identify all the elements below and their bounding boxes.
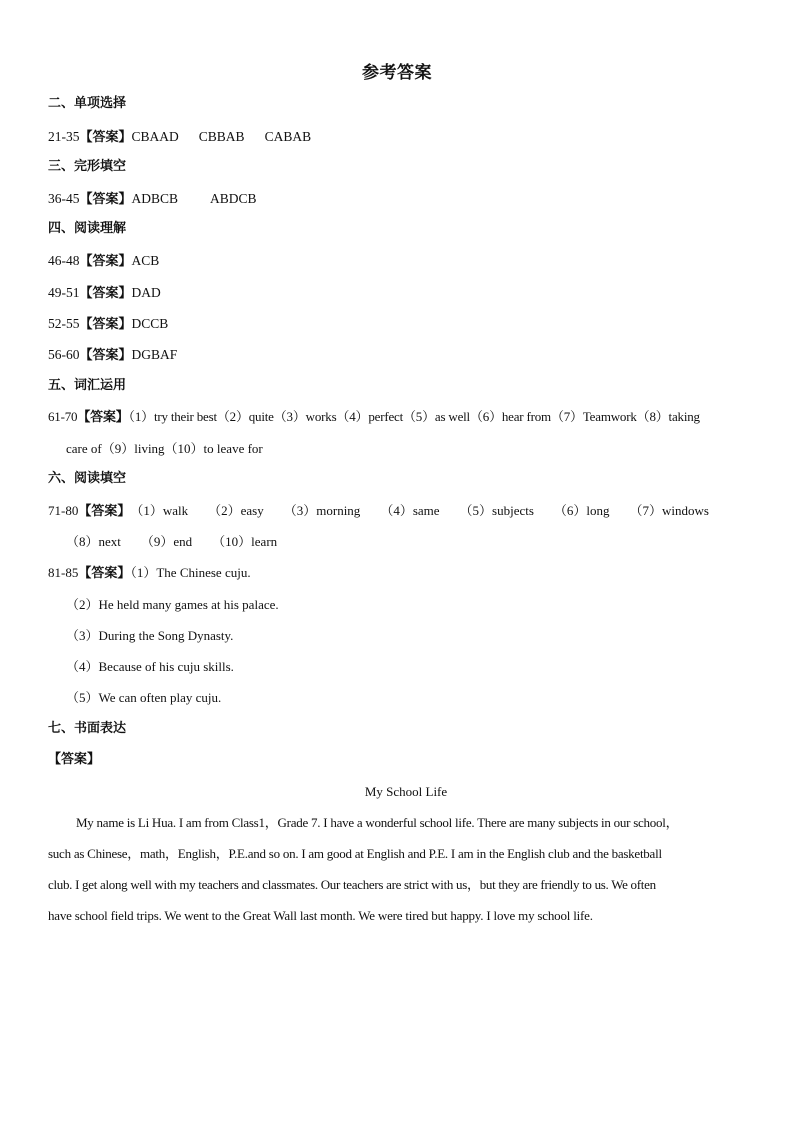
answer-value: DCCB (131, 316, 169, 331)
answer-tag: 【答案】 (78, 504, 131, 519)
answer-81-85-item-3: （3）During the Song Dynasty. (66, 628, 234, 643)
answer-81-85-item-5: （5）We can often play cuju. (66, 690, 222, 705)
section-heading-reading: 四、阅读理解 (48, 221, 127, 236)
essay-line: have school field trips. We went to the Great Wall last month. We were tired but happy. I love my school life. (48, 908, 593, 923)
answer-tag: 【答案】 (77, 410, 129, 425)
answer-81-85-item-4: （4）Because of his cuju skills. (66, 659, 234, 674)
section-heading-reading-fill: 六、阅读填空 (48, 471, 127, 486)
answer-group: CABAB (264, 129, 312, 144)
question-range: 71-80 (48, 503, 79, 518)
answer-row-52-55 (48, 314, 168, 335)
answer-item: （8）next (66, 534, 121, 549)
section-heading-cloze: 三、完形填空 (48, 159, 127, 174)
section-heading-vocabulary: 五、词汇运用 (48, 378, 127, 393)
answer-row-49-51 (48, 283, 161, 304)
page-title: 参考答案 (362, 63, 432, 83)
answer-item: （4）same (380, 503, 440, 518)
question-range: 36-45 (48, 191, 80, 206)
answer-value: ACB (131, 253, 160, 268)
section-heading-writing: 七、书面表达 (48, 721, 127, 736)
answer-tag: 【答案】 (79, 192, 132, 207)
answer-row-61-70-continued: care of（9）living（10）to leave for (66, 441, 263, 456)
answer-value: DGBAF (131, 347, 178, 362)
answer-row-56-60 (48, 345, 177, 366)
answer-row-21-35 (48, 127, 311, 148)
answer-item: （10）learn (212, 534, 278, 549)
answer-tag: 【答案】 (79, 130, 132, 145)
answer-value: （1）The Chinese cuju. (130, 565, 251, 580)
answer-group: CBBAB (198, 129, 245, 144)
answer-item: （1）walk (130, 503, 189, 518)
essay-line: club. I get along well with my teachers and classmates. Our teachers are strict with us，but they are friendly to us. We often (48, 877, 656, 892)
answer-row-61-70 (48, 407, 700, 428)
answer-row-36-45 (48, 189, 257, 210)
answer-tag: 【答案】 (79, 286, 132, 301)
answer-tag: 【答案】 (78, 566, 131, 581)
answer-item: （3）morning (283, 503, 361, 518)
answer-tag: 【答案】 (79, 254, 132, 269)
answer-item: （6）long (553, 503, 610, 518)
question-range: 49-51 (48, 285, 80, 300)
answer-value: DAD (131, 285, 161, 300)
answer-row-71-80 (48, 501, 709, 522)
answer-value: （1）try their best（2）quite（3）works（4）perfect（5）as well（6）hear from（7）Teamwork（8）taking (128, 409, 700, 424)
essay-line: My name is Li Hua. I am from Class1，Grade 7. I have a wonderful school life. There are many subjects in our school， (76, 815, 679, 830)
question-range: 52-55 (48, 316, 80, 331)
section-heading-single-choice: 二、单项选择 (48, 96, 127, 111)
essay-answer-tag: 【答案】 (48, 752, 101, 767)
answer-group: ADBCB (131, 191, 179, 206)
question-range: 61-70 (48, 409, 78, 424)
answer-group: CBAAD (131, 129, 179, 144)
essay-line: such as Chinese，math，English，P.E.and so on. I am good at English and P.E. I am in the English club and the basketball (48, 846, 662, 861)
question-range: 81-85 (48, 565, 79, 580)
answer-tag: 【答案】 (79, 348, 132, 363)
answer-item: （7）windows (629, 503, 709, 518)
answer-tag: 【答案】 (79, 317, 132, 332)
answer-row-81-85 (48, 563, 251, 584)
answer-item: （5）subjects (459, 503, 534, 518)
answer-item: （9）end (140, 534, 193, 549)
answer-item: （2）easy (208, 503, 264, 518)
answer-row-46-48 (48, 251, 159, 272)
question-range: 46-48 (48, 253, 80, 268)
answer-row-71-80-continued (66, 532, 277, 552)
essay-title: My School Life (364, 784, 448, 799)
answer-81-85-item-2: （2）He held many games at his palace. (66, 597, 279, 612)
question-range: 21-35 (48, 129, 80, 144)
answer-group: ABDCB (210, 191, 257, 206)
question-range: 56-60 (48, 347, 80, 362)
